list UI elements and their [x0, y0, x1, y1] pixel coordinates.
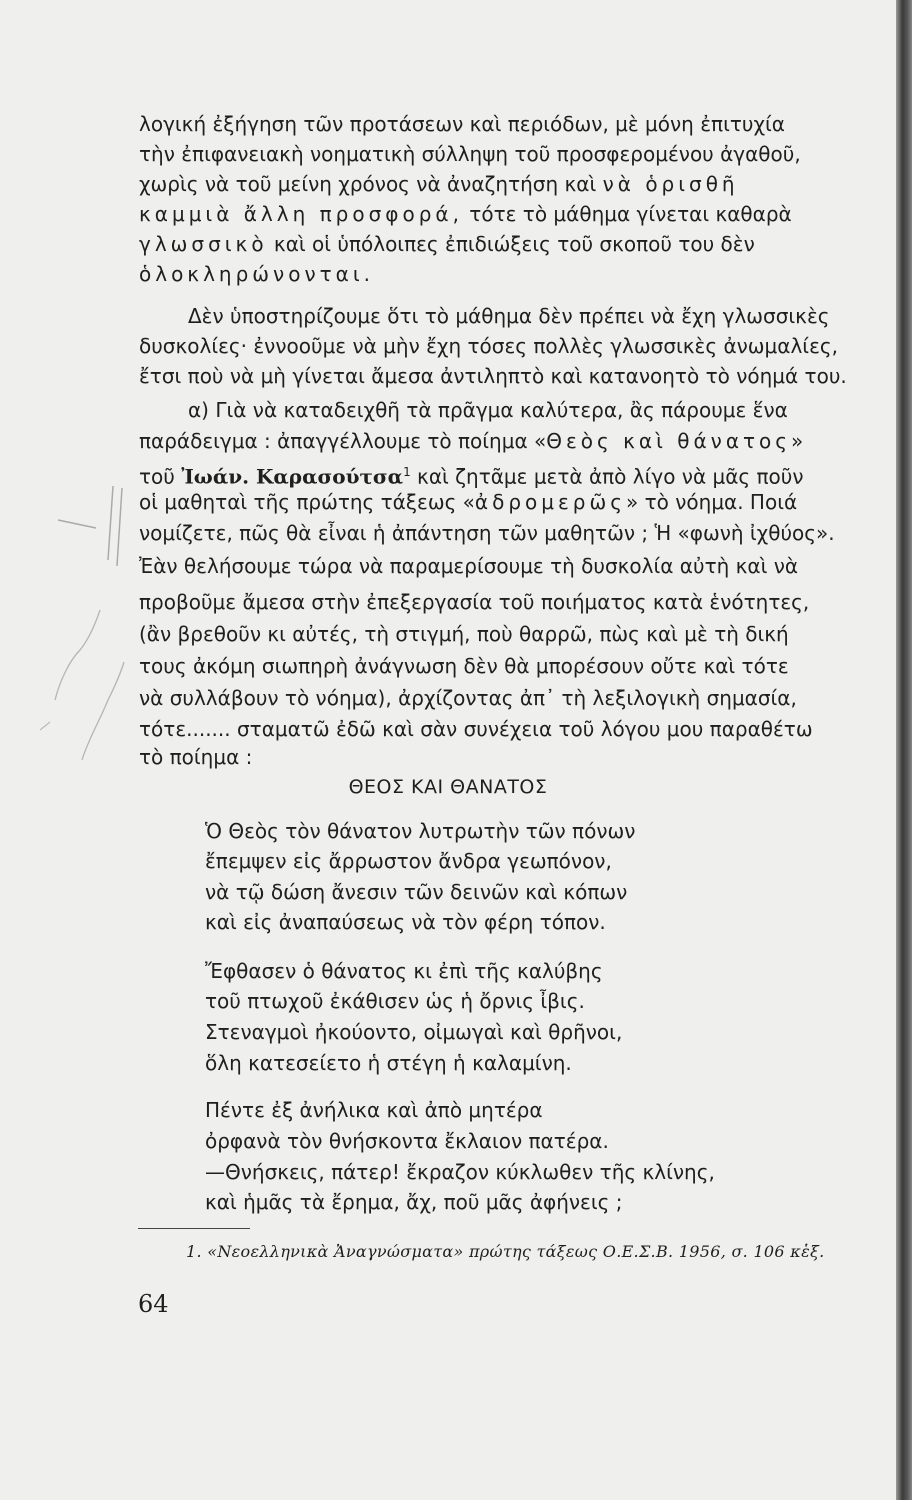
pencil-mark	[40, 722, 50, 730]
pencil-mark	[108, 486, 113, 560]
poem-line: τοῦ πτωχοῦ ἐκάθισεν ὡς ἡ ὄρνις ἶβις.	[205, 989, 585, 1013]
poem-line: ὅλη κατεσείετο ἡ στέγη ἡ καλαμίνη.	[205, 1051, 572, 1075]
handwritten-note	[55, 610, 100, 700]
poem-line: ὀρφανὰ τὸν θνήσκοντα ἔκλαιον πατέρα.	[205, 1129, 609, 1153]
poem-line: —Θνήσκεις, πάτερ! ἔκραζον κύκλωθεν τῆς κλίνης,	[205, 1160, 715, 1184]
text-line: δυσκολίες· ἐννοοῦμε νὰ μὴν ἔχη τόσες πολλὲς γλωσσικὲς ἀνωμαλίες,	[139, 334, 838, 358]
page-number: 64	[138, 1290, 169, 1318]
poem-line: νὰ τῷ δώση ἄνεσιν τῶν δεινῶν καὶ κόπων	[205, 880, 628, 904]
margin-annotation	[0, 0, 140, 1500]
pencil-mark	[117, 488, 122, 566]
text-line: Ἐὰν θελήσουμε τώρα νὰ παραμερίσουμε τὴ δυσκολία αὐτὴ καὶ νὰ	[139, 554, 799, 578]
footnote-divider	[138, 1228, 250, 1229]
poem-line: καὶ εἰς ἀναπαύσεως νὰ τὸν φέρη τόπον.	[205, 910, 606, 934]
poem-line: Πέντε ἐξ ἀνήλικα καὶ ἀπὸ μητέρα	[205, 1098, 543, 1122]
text-line: τὴν ἐπιφανειακὴ νοηματικὴ σύλληψη τοῦ προσφερομένου ἀγαθοῦ,	[139, 142, 801, 166]
text-line: χωρὶς νὰ τοῦ μείνη χρόνος νὰ ἀναζητήση καὶ νὰ ὁρισθῆ	[139, 172, 739, 196]
book-spine-edge	[896, 0, 912, 1500]
text-line: τότε....... σταματῶ ἐδῶ καὶ σὰν συνέχεια τοῦ λόγου μου παραθέτω	[139, 717, 813, 741]
text-line: νομίζετε, πῶς θὰ εἶναι ἡ ἀπάντηση τῶν μαθητῶν ; Ἡ «φωνὴ ἰχθύος».	[139, 521, 835, 545]
poem-line: ἔπεμψεν εἰς ἄρρωστον ἄνδρα γεωπόνον,	[205, 849, 612, 873]
pencil-mark	[58, 520, 96, 528]
text-line: τους ἀκόμη σιωπηρὴ ἀνάγνωση δὲν θὰ μπορέσουν οὔτε καὶ τότε	[139, 654, 789, 678]
text-line: λογική ἐξήγηση τῶν προτάσεων καὶ περιόδων, μὲ μόνη ἐπιτυχία	[139, 112, 785, 136]
text-line: (ἂν βρεθοῦν κι αὐτές, τὴ στιγμή, ποὺ θαρρῶ, πὼς καὶ μὲ τὴ δική	[139, 622, 789, 646]
text-line: ἔτσι ποὺ νὰ μὴ γίνεται ἄμεσα ἀντιληπτὸ καὶ κατανοητὸ τὸ νόημά του.	[139, 364, 847, 388]
text-line: γλωσσικὸ καὶ οἱ ὑπόλοιπες ἐπιδιώξεις τοῦ σκοποῦ του δὲν	[139, 232, 755, 256]
footnote: 1. «Νεοελληνικὰ Ἀναγνώσματα» πρώτης τάξεως Ο.Ε.Σ.Β. 1956, σ. 106 κἑξ.	[186, 1242, 825, 1261]
text-line: τὸ ποίημα :	[139, 745, 253, 769]
text-line: ὁλοκληρώνονται.	[139, 262, 374, 286]
author-name: Ἰωάν. Καρασούτσα	[181, 464, 404, 489]
poem-line: Ἔφθασεν ὁ θάνατος κι ἐπὶ τῆς καλύβης	[205, 959, 603, 983]
poem-title: ΘΕΟΣ ΚΑΙ ΘΑΝΑΤΟΣ	[348, 776, 548, 798]
text-line: καμμιὰ ἄλλη προσφορά, τότε τὸ μάθημα γίνεται καθαρὰ	[139, 202, 792, 226]
text-line: τοῦ Ἰωάν. Καρασούτσα$^1$ καὶ ζητᾶμε μετὰ ἀπὸ λίγο νὰ μᾶς ποῦν	[139, 464, 804, 489]
text-line: προβοῦμε ἄμεσα στὴν ἐπεξεργασία τοῦ ποιήματος κατὰ ἑνότητες,	[139, 590, 810, 614]
text-line: νὰ συλλάβουν τὸ νόημα), ἀρχίζοντας ἀπ᾿ τὴ λεξιλογικὴ σημασία,	[139, 686, 797, 710]
text-line: παράδειγμα : ἀπαγγέλλουμε τὸ ποίημα «Θεὸς καὶ θάνατος»	[139, 429, 804, 453]
footnote-ref: 1	[403, 465, 411, 479]
poem-line: Στεναγμοὶ ἠκούοντο, οἰμωγαὶ καὶ θρῆνοι,	[205, 1020, 623, 1044]
text-line: Δὲν ὑποστηρίζουμε ὅτι τὸ μάθημα δὲν πρέπει νὰ ἔχη γλωσσικὲς	[188, 304, 830, 328]
poem-line: καὶ ἡμᾶς τὰ ἔρημα, ἄχ, ποῦ μᾶς ἀφήνεις ;	[205, 1190, 623, 1214]
handwritten-note	[82, 662, 124, 760]
text-line: α) Γιὰ νὰ καταδειχθῆ τὰ πρᾶγμα καλύτερα, ἂς πάρουμε ἕνα	[188, 398, 788, 422]
poem-line: Ὁ Θεὸς τὸν θάνατον λυτρωτὴν τῶν πόνων	[205, 819, 636, 843]
text-line: οἱ μαθηταὶ τῆς πρώτης τάξεως «ἀδρομερῶς» τὸ νόημα. Ποιά	[139, 490, 798, 514]
